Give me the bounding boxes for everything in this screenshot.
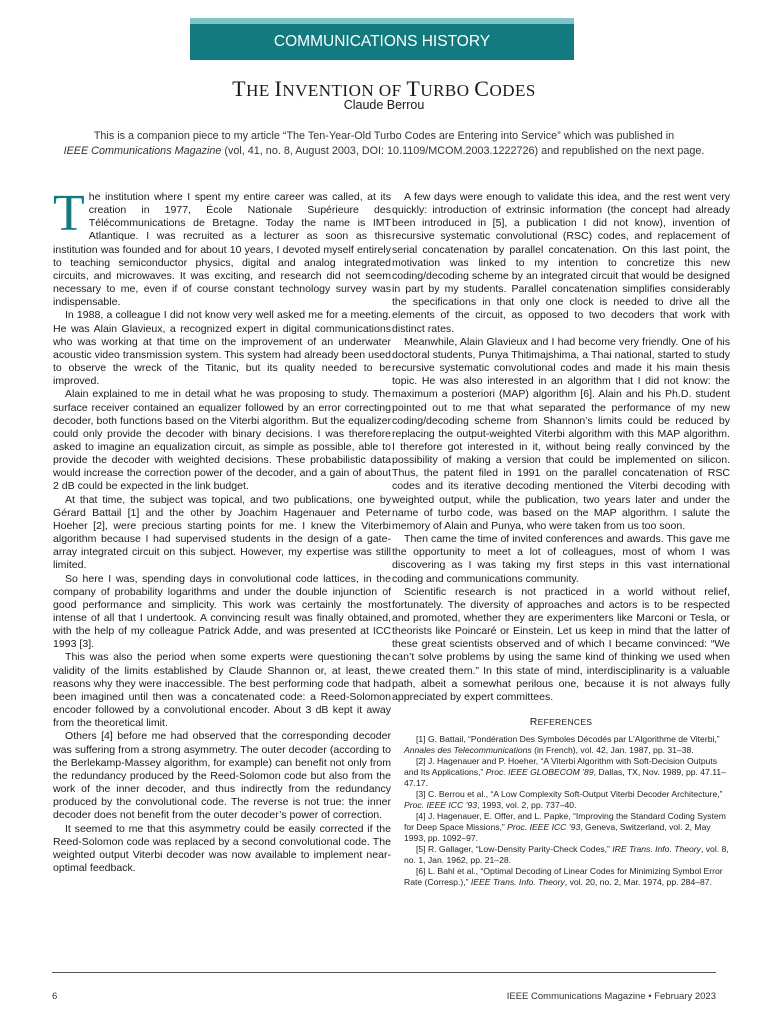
reference-item: [1] G. Battail, “Pondération Des Symboles Décodés par L’Algorithme de Viterbi,” Annales des Telecommunications (in French), vol. 42, Jan. 1987, pp. 31–38.	[404, 734, 720, 756]
paragraph: This was also the period when some experts were questioning the validity of the limits established by Claude Shannon or, at least, the reasons why they were inaccessible. The best performing code that had been imagined until then was a concatenated code: a Reed-Solomon encoder followed by a convolutional encoder. About 3 dB kept it away from the theoretical limit.	[53, 651, 391, 730]
paragraph: Others [4] before me had observed that the corresponding decoder was suffering from a strong asymmetry. The outer decoder (according to the Berlekamp-Massey algorithm, for example) can benefit not only from the redundancy produced by the Reed-Solomon code but also from the work of the inner decoder, and thus indirectly from the redundancy produced by the convolutional code. The reverse is not true: the inner decoder does not benefit from the outer decoder’s power of correction.	[53, 730, 391, 822]
reference-item: [6] L. Bahl et al., “Optimal Decoding of Linear Codes for Minimizing Symbol Error Rate (Corresp.),” IEEE Trans. Info. Theory, vol. 20, no. 2, Mar. 1974, pp. 284–87.	[404, 866, 723, 888]
section-banner-label: COMMUNICATIONS HISTORY	[273, 33, 491, 50]
article-title: THE INVENTION OF TURBO CODES	[232, 76, 536, 101]
drop-cap: T	[53, 185, 85, 242]
magazine-issue: IEEE Communications Magazine • February 2023	[506, 991, 716, 1002]
paragraph: Then came the time of invited conferences and awards. This gave me the opportunity to meet a lot of colleagues, most of whom I was discovering as I was taking my first steps in this vast international coding and communications community.	[392, 533, 730, 585]
section-banner	[190, 18, 574, 60]
references-heading: REFERENCES	[529, 716, 593, 729]
paragraph: So here I was, spending days in convolutional code lattices, in the company of probability logarithms and under the double injunction of good performance and simplicity. This work was certainly the most intense of all that I undertook. A convincing result was finally obtained, with the help of my colleague Patrick Adde, and was presented at ICC 1993 [3].	[53, 572, 391, 651]
reference-item: [2] J. Hagenauer and P. Hoeher, “A Viterbi Algorithm with Soft-Decision Outputs and Its Applications,” Proc. IEEE GLOBECOM ’89, Dallas, TX, Nov. 1989, pp. 47.11–47.17.	[404, 756, 726, 789]
paragraph: In 1988, a colleague I did not know very well asked me for a meeting. He was Alain Glavieux, a recognized expert in digital communications who was working at that time on the improvement of an underwater acoustic video transmission system. This system had already been used to observe the wreck of the Titanic, but its quality needed to be improved.	[53, 309, 391, 388]
page-number: 6	[52, 991, 58, 1002]
paragraph: Scientific research is not practiced in a world without relief, fortunately. The diversity of approaches and actors is to be respected and promoted, whether they are experimenters like Marconi or Tesla, or theorists like Poincaré or Einstein. Let us keep in mind that the latter of these great scientists observed and of which I became convinced: “We can’t solve problems by using the same kind of thinking we used when we created them.” In this state of mind, interdisciplinarity is a valuable path, albeit a somewhat perilous one, because it is not always fully appreciated by expert committees.	[392, 585, 730, 703]
paragraph: At that time, the subject was topical, and two publications, one by Gérard Battail [1] and the other by Joachim Hagenauer and Peter Hoeher [2], were precious starting points for me. I knew the Viterbi algorithm because I had supervised students in the design of a gate-array integrated circuit on this subject. However, my expertise was still limited.	[53, 493, 391, 572]
right-column	[392, 191, 730, 888]
paragraph: It seemed to me that this asymmetry could be easily corrected if the Reed-Solomon code was replaced by a second convolutional code. The weighted output Viterbi decoder was now available to implement near-optimal feedback.	[53, 822, 391, 874]
paragraph: The institution where I spent my entire career was called, at its creation in 1977, École Nationale Supérieure des Télécommunications de Bretagne. Today the name is IMT Atlantique. I was recruited as a lecturer as soon as this institution was founded and for about 10 years, I devoted myself entirely to teaching semiconductor physics, digital and analog integrated circuits, and microwaves. It was exciting, and research did not seem necessary to me, even if of course constant technology survey was indispensable.	[53, 185, 391, 309]
author-name: Claude Berrou	[343, 98, 425, 112]
reference-item: [3] C. Berrou et al., “A Low Complexity Soft-Output Viterbi Decoder Architecture,” Proc. IEEE ICC ’93, 1993, vol. 2, pp. 737–40.	[404, 789, 723, 811]
reference-item: [5] R. Gallager, “Low-Density Parity-Check Codes,” IRE Trans. Info. Theory, vol. 8, no. 1, Jan. 1962, pp. 21–28.	[404, 844, 729, 866]
paragraph: Meanwhile, Alain Glavieux and I had become very friendly. One of his doctoral students, Punya Thitimajshima, a Thai national, started to study recursive systematic convolutional codes and made it his main thesis topic. He was also interested in an algorithm that I did not know: the maximum a posteriori (MAP) algorithm [6]. Alain and his Ph.D. student pointed out to me that what separated the performance of my new coding/decoding scheme from Shannon’s limits could be reduced by replacing the output-weighted Viterbi algorithm with this MAP algorithm. I therefore got interested in it, without being really convinced by the possibility of making a version that could be implemented on silicon. Thus, the patent filed in 1991 on the parallel concatenation of RSC codes and its iterative decoding mentioned the Viterbi decoding with weighted output, while the publication, two years later and under the name of turbo code, was based on the MAP algorithm. I salute the memory of Alain and Punya, who were taken from us too soon.	[392, 335, 730, 532]
reference-item: [4] J. Hagenauer, E. Offer, and L. Papke, “Improving the Standard Coding System for Deep Space Missions,” Proc. IEEE ICC ’93, Geneva, Switzerland, vol. 2, May 1993, pp. 1092–97.	[404, 811, 726, 844]
paragraph: A few days were enough to validate this idea, and the rest went very quickly: introduction of extrinsic information (the concept had already been introduced in [5], a publication I did not know), invention of recursive systematic convolutional (RSC) codes, and replacement of serial concatenation by parallel concatenation. On this last point, the motivation was linked to my intention to concretize this new coding/decoding scheme by an integrated circuit that would be designed in part by my students. Parallel concatenation simplifies considerably the specifications in that only one clock is needed to drive all the elements of the circuit, as opposed to two decoders that work with distinct rates.	[392, 191, 730, 335]
left-column	[53, 185, 391, 875]
footer-divider	[52, 972, 716, 973]
paragraph: Alain explained to me in detail what he was proposing to study. The surface receiver contained an equalizer followed by an error correcting decoder, both functions based on the Viterbi algorithm. But the equalizer could only provide the decoder with binary decisions. I was therefore asked to imagine an equalization circuit, as simple as possible, able to provide the decoder with weighted decisions. These probabilistic data would increase the correction power of the decoder, and a gain of about 2 dB could be expected in the link budget.	[53, 388, 391, 493]
companion-note: This is a companion piece to my article “The Ten-Year-Old Turbo Codes are Entering into Service” which was published in IEEE Communications Magazine (vol, 41, no. 8, August 2003, DOI: 10.1109/MCOM.2003.1222726) and republished on the next page.	[63, 130, 705, 157]
